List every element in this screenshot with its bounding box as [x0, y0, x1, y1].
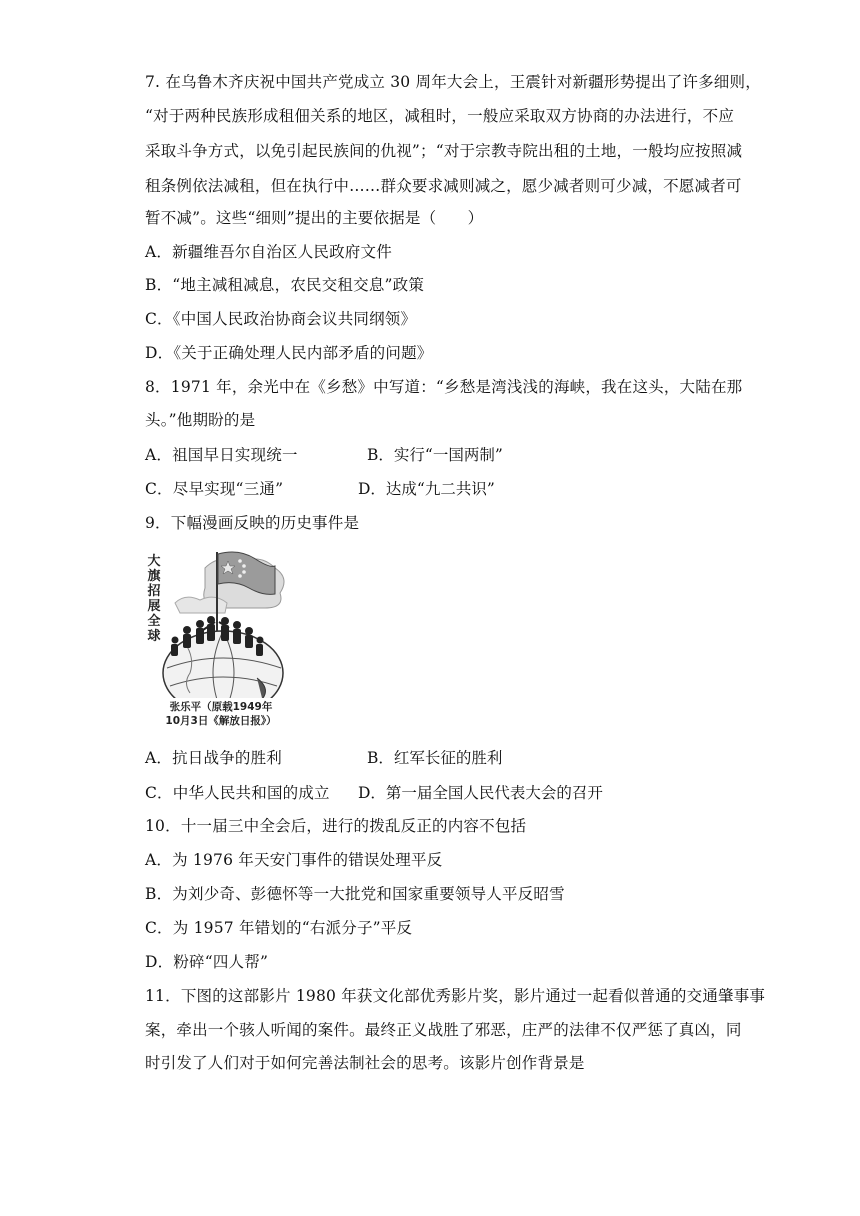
q7-option-c: C．《中国人民政治协商会议共同纲领》: [145, 310, 417, 328]
q8-option-b: B．实行“一国两制”: [367, 446, 503, 464]
q7-stem-line: 采取斗争方式，以免引起民族间的仇视”；“对于宗教寺院出租的土地，一般均应按照减: [145, 142, 743, 160]
q9-stem: 9．下幅漫画反映的历史事件是: [145, 514, 360, 532]
cartoon-vertical-title: 大 旗 招 展 全 球: [147, 554, 161, 644]
q8-option-d: D．达成“九二共识”: [358, 480, 495, 498]
q7-stem-line: 租条例依法减租，但在执行中……群众要求减则减之，愿少减者则可少减，不愿减者可: [145, 177, 742, 195]
q11-stem-line: 11．下图的这部影片 1980 年获文化部优秀影片奖，影片通过一起看似普通的交通肇事事: [145, 987, 766, 1005]
q7-option-b: B．“地主减租减息，农民交租交息”政策: [145, 276, 425, 294]
q9-option-d: D．第一届全国人民代表大会的召开: [358, 784, 603, 802]
q10-option-d: D．粉碎“四人帮”: [145, 953, 269, 971]
q9-option-b: B．红军长征的胜利: [367, 749, 503, 767]
cartoon-illustration: [145, 548, 293, 698]
q11-stem-line: 时引发了人们对于如何完善法制社会的思考。该影片创作背景是: [145, 1054, 585, 1072]
q7-stem-line: 7. 在乌鲁木齐庆祝中国共产党成立 30 周年大会上，王震针对新疆形势提出了许多细则，: [145, 73, 761, 91]
q8-option-c: C．尽早实现“三通”: [145, 480, 284, 498]
q11-stem-line: 案，牵出一个骇人听闻的案件。最终正义战胜了邪恶，庄严的法律不仅严惩了真凶，同: [145, 1021, 742, 1039]
q7-stem-line: “对于两种民族形成租佃关系的地区，减租时，一般应采取双方协商的办法进行，不应: [145, 107, 735, 125]
q7-option-a: A．新疆维吾尔自治区人民政府文件: [145, 243, 392, 261]
q7-option-d: D．《关于正确处理人民内部矛盾的问题》: [145, 344, 433, 362]
q10-option-c: C．为 1957 年错划的“右派分子”平反: [145, 919, 413, 937]
q8-option-a: A．祖国早日实现统一: [145, 446, 298, 464]
q10-stem: 10．十一届三中全会后，进行的拨乱反正的内容不包括: [145, 817, 527, 835]
q9-option-c: C．中华人民共和国的成立: [145, 784, 330, 802]
q10-option-b: B．为刘少奇、彭德怀等一大批党和国家重要领导人平反昭雪: [145, 885, 565, 903]
q10-option-a: A．为 1976 年天安门事件的错误处理平反: [145, 851, 443, 869]
q9-option-a: A．抗日战争的胜利: [145, 749, 282, 767]
q8-stem-line: 头。”他期盼的是: [145, 411, 256, 429]
q7-stem-line: 暂不减”。这些“细则”提出的主要依据是（ ）: [145, 209, 484, 227]
q8-stem-line: 8．1971 年，余光中在《乡愁》中写道：“乡愁是湾浅浅的海峡，我在这头，大陆在那: [145, 378, 743, 396]
cartoon-figure: [145, 548, 293, 738]
cartoon-caption: 张乐平（原载1949年 10月3日《解放日报》）: [165, 701, 277, 727]
